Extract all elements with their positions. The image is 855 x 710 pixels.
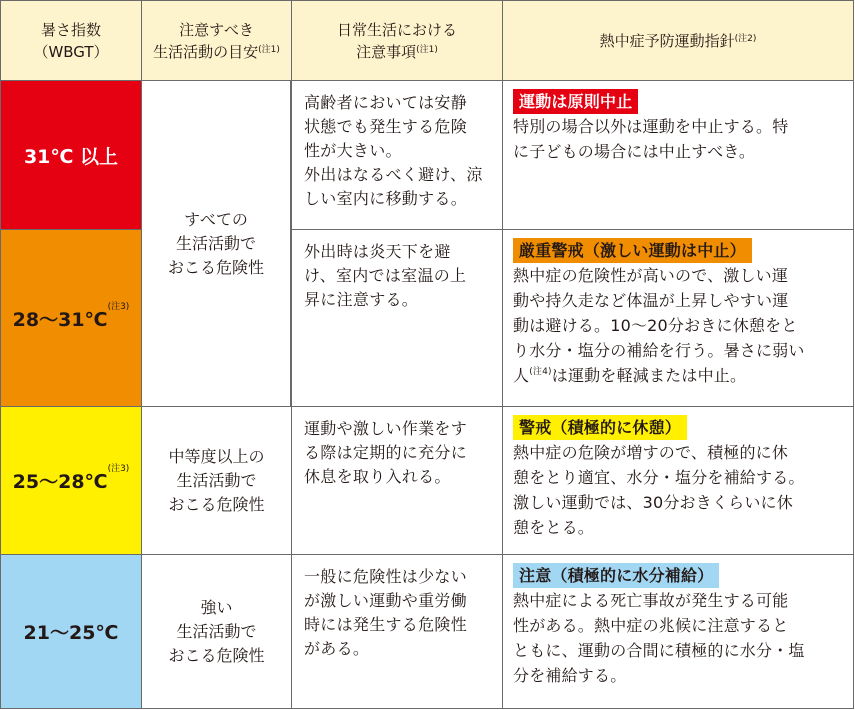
wbgt-level-31-plus <box>0 81 142 230</box>
table-row <box>0 555 855 709</box>
table-header-row <box>0 0 855 81</box>
header-caution-line2: 注意事項 <box>356 42 417 61</box>
guideline-cell <box>503 407 854 555</box>
guideline-badge: 運動は原則中止 <box>513 89 638 114</box>
caution-line: 外出時は炎天下を避 <box>304 242 451 261</box>
header-guideline <box>503 0 854 81</box>
header-activity <box>142 0 292 81</box>
caution-line: が激しい運動や重労働 <box>304 591 468 610</box>
activity-line: おこる危険性 <box>167 257 264 277</box>
caution-cell <box>292 81 503 230</box>
guideline-line: 憩をとり適宜、水分・塩分を補給する。 <box>513 468 805 487</box>
caution-line: 性が大きい。 <box>304 141 402 160</box>
header-caution-note: (注1) <box>416 44 438 55</box>
guideline-cell <box>503 230 854 407</box>
caution-line: 昇に注意する。 <box>304 290 419 309</box>
caution-line: がある。 <box>304 639 370 658</box>
activity-line: おこる危険性 <box>168 494 265 514</box>
guideline-cell <box>503 555 854 709</box>
guideline-line: 激しい運動では、30分おきくらいに休 <box>513 493 793 512</box>
table-row <box>0 407 855 555</box>
caution-line: 休息を取り入れる。 <box>304 467 451 486</box>
guideline-badge: 警戒（積極的に休憩） <box>513 415 687 440</box>
header-caution <box>292 0 503 81</box>
activity-line: おこる危険性 <box>168 645 265 665</box>
guideline-line: 熱中症の危険が増すので、積極的に休 <box>513 443 789 462</box>
caution-line: 一般に危険性は少ない <box>304 567 468 586</box>
guideline-line: ともに、運動の合間に積極的に水分・塩 <box>513 641 805 660</box>
activity-line: 生活活動で <box>176 621 257 641</box>
header-wbgt <box>0 0 142 81</box>
wbgt-level-wrap <box>12 301 130 332</box>
guideline-last-pre: 人 <box>513 366 530 385</box>
caution-line: 状態でも発生する危険 <box>304 117 468 136</box>
wbgt-level-25-28 <box>0 407 142 555</box>
caution-cell <box>292 407 503 555</box>
wbgt-level-label: 25〜28℃ <box>12 471 108 493</box>
guideline-line: 動や持久走など体温が上昇しやすい運 <box>513 291 789 310</box>
caution-cell <box>292 230 503 407</box>
table-row <box>0 230 855 407</box>
guideline-line: り水分・塩分の補給を行う。暑さに弱い <box>513 341 805 360</box>
guideline-line-last <box>513 363 845 388</box>
wbgt-level-note: (注3) <box>107 301 130 312</box>
guideline-line: 分を補給する。 <box>513 666 627 685</box>
wbgt-level-label: 28〜31℃ <box>12 308 108 331</box>
header-wbgt-line2: （WBGT） <box>33 42 109 61</box>
wbgt-level-wrap <box>12 464 130 494</box>
header-activity-line2-wrap <box>153 41 280 63</box>
caution-line: 外出はなるべく避け、涼 <box>304 165 483 184</box>
header-wbgt-line1: 暑さ指数 <box>40 20 101 39</box>
guideline-line: 熱中症の危険性が高いので、激しい運 <box>513 266 789 285</box>
guideline-line: 動は避ける。10〜20分おきに休憩をと <box>513 316 798 335</box>
guideline-line: 特別の場合以外は運動を中止する。特 <box>513 117 789 136</box>
activity-line: 生活活動で <box>176 470 257 490</box>
header-caution-line2-wrap <box>337 41 457 63</box>
activity-strong <box>142 555 292 709</box>
header-caution-line1: 日常生活における <box>336 20 457 39</box>
header-guideline-wrap <box>600 30 757 52</box>
guideline-last-post: は運動を軽減または中止。 <box>551 366 747 385</box>
header-activity-line2: 生活活動の目安 <box>153 42 259 61</box>
header-activity-note: (注1) <box>258 44 280 55</box>
caution-line: しい室内に移動する。 <box>304 189 468 208</box>
wbgt-level-label: 31℃ 以上 <box>23 145 119 168</box>
caution-line: 運動や激しい作業をす <box>304 419 468 438</box>
guideline-line: 熱中症による死亡事故が発生する可能 <box>513 591 789 610</box>
guideline-badge: 厳重警戒（激しい運動は中止） <box>513 238 752 263</box>
wbgt-level-21-25 <box>0 555 142 709</box>
activity-line: 強い <box>200 597 233 617</box>
header-guideline-text: 熱中症予防運動指針 <box>599 31 735 50</box>
activity-moderate <box>142 407 292 555</box>
caution-line: 時には発生する危険性 <box>304 615 468 634</box>
guideline-line: 性がある。熱中症の兆候に注意すると <box>513 616 789 635</box>
activity-line: すべての <box>184 209 248 229</box>
wbgt-level-label: 21〜25℃ <box>23 622 119 644</box>
wbgt-level-28-31 <box>0 230 142 407</box>
caution-cell <box>292 555 503 709</box>
wbgt-level-note: (注3) <box>107 464 130 474</box>
guideline-last-note: (注4) <box>529 367 552 377</box>
guideline-cell <box>503 81 854 230</box>
activity-line: 中等度以上の <box>168 446 265 466</box>
caution-line: 高齢者においては安静 <box>304 93 468 112</box>
table-row <box>0 81 855 230</box>
activity-line: 生活活動で <box>175 233 256 253</box>
activity-all <box>142 81 291 406</box>
header-guideline-note: (注2) <box>734 33 757 44</box>
guideline-line: に子どもの場合には中止すべき。 <box>513 142 756 161</box>
guideline-badge: 注意（積極的に水分補給） <box>513 563 719 588</box>
caution-line: け、室内では室温の上 <box>304 266 467 285</box>
header-activity-line1: 注意すべき <box>179 20 254 39</box>
caution-line: る際は定期的に充分に <box>304 443 468 462</box>
guideline-line: 憩をとる。 <box>513 518 595 537</box>
